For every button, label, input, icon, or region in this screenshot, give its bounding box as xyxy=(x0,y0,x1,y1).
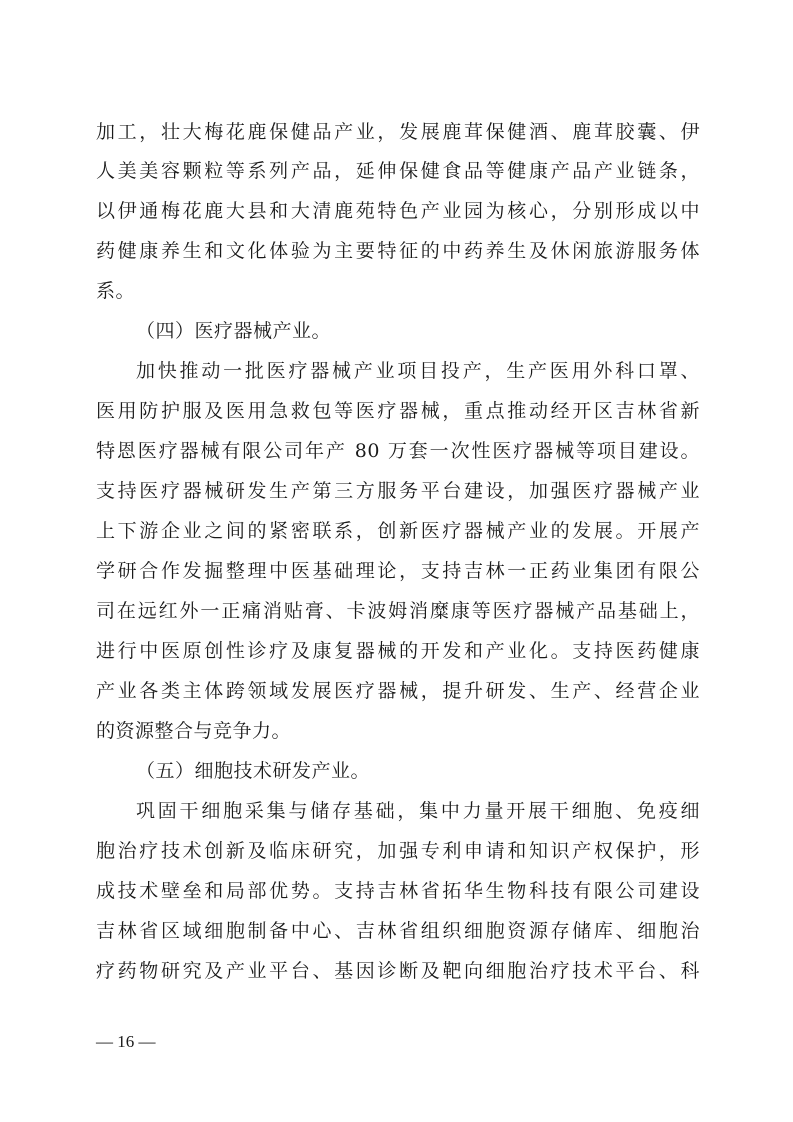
text-line: 进行中医原创性诊疗及康复器械的开发和产业化。支持医药健康 xyxy=(96,640,700,662)
text-line: 胞治疗技术创新及临床研究，加强专利申请和知识产权保护，形 xyxy=(96,840,700,862)
text-line: 司在远红外一正痛消贴膏、卡波姆消糜康等医疗器械产品基础上， xyxy=(96,600,700,622)
text-line: 产业各类主体跨领域发展医疗器械，提升研发、生产、经营企业 xyxy=(96,680,700,702)
text-line: 上下游企业之间的紧密联系，创新医疗器械产业的发展。开展产 xyxy=(96,520,700,542)
page-number: — 16 — xyxy=(96,1032,156,1051)
section-heading-cell-technology: （五）细胞技术研发产业。 xyxy=(136,760,371,782)
text-line: 疗药物研究及产业平台、基因诊断及靶向细胞治疗技术平台、科 xyxy=(96,960,700,982)
text-line: 以伊通梅花鹿大县和大清鹿苑特色产业园为核心，分别形成以中 xyxy=(96,200,700,222)
text-line: 特恩医疗器械有限公司年产 80 万套一次性医疗器械等项目建设。 xyxy=(96,440,700,462)
text-line: 支持医疗器械研发生产第三方服务平台建设，加强医疗器械产业 xyxy=(96,480,700,502)
section-heading-medical-devices: （四）医疗器械产业。 xyxy=(136,320,332,342)
text-line: 加工，壮大梅花鹿保健品产业，发展鹿茸保健酒、鹿茸胶囊、伊 xyxy=(96,121,700,143)
text-line: 医用防护服及医用急救包等医疗器械，重点推动经开区吉林省新 xyxy=(96,400,700,422)
text-line: 成技术壁垒和局部优势。支持吉林省拓华生物科技有限公司建设 xyxy=(96,880,700,902)
text-line: 系。 xyxy=(96,280,136,302)
text-line: 加快推动一批医疗器械产业项目投产，生产医用外科口罩、 xyxy=(136,360,700,382)
text-line: 学研合作发掘整理中医基础理论，支持吉林一正药业集团有限公 xyxy=(96,560,700,582)
text-line: 药健康养生和文化体验为主要特征的中药养生及休闲旅游服务体 xyxy=(96,240,700,262)
text-line: 的资源整合与竞争力。 xyxy=(96,720,292,742)
text-line: 巩固干细胞采集与储存基础，集中力量开展干细胞、免疫细 xyxy=(136,800,700,822)
text-line: 吉林省区域细胞制备中心、吉林省组织细胞资源存储库、细胞治 xyxy=(96,920,700,942)
text-line: 人美美容颗粒等系列产品，延伸保健食品等健康产品产业链条， xyxy=(96,160,700,182)
